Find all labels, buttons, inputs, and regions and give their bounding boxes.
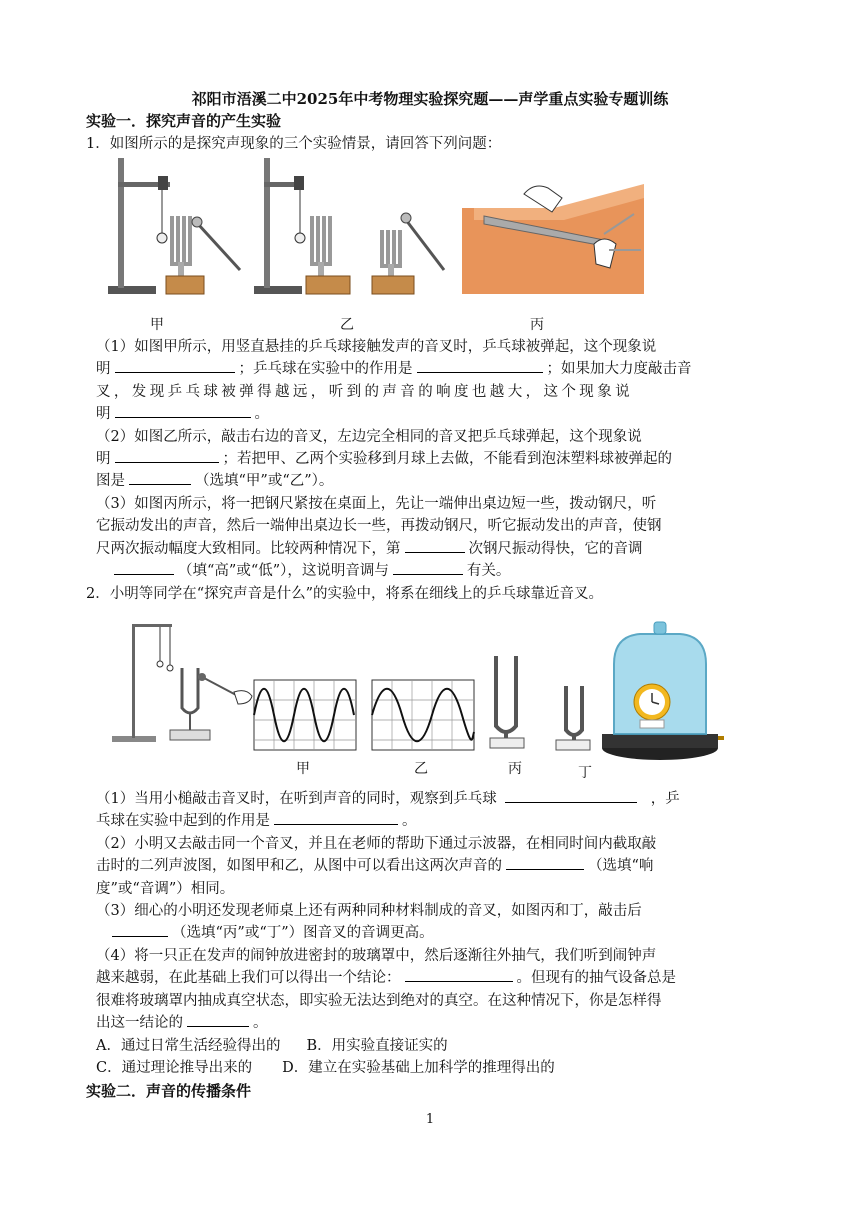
- q1-p1-line1: （1）如图甲所示，用竖直悬挂的乒乓球接触发声的音叉时，乒乓球被弹起，这个现象说: [96, 339, 657, 355]
- fig-yi-apparatus: [254, 158, 444, 294]
- q2-fig-label-ding: 丁: [578, 765, 592, 781]
- q2-figure: [104, 612, 724, 782]
- answer-blank[interactable]: [129, 470, 191, 485]
- text: （选填“丙”或“丁”）图音叉的音调更高。: [172, 925, 434, 941]
- bell-jar-with-alarm-clock: [602, 622, 724, 760]
- text: （1）当用小槌敲击音叉时，在听到声音的同时，观察到乒乓球: [96, 791, 497, 807]
- fig-jia-apparatus: [108, 158, 240, 294]
- text: ；如果加大力度敲击音: [546, 361, 692, 377]
- text: 次钢尺振动得快，它的音调: [468, 541, 643, 557]
- q2-p4-line4: [96, 1012, 788, 1034]
- text: 出这一结论的: [96, 1015, 183, 1031]
- q1-p3-line1: （3）如图丙所示，将一把钢尺紧按在桌面上，先让一端伸出桌边短一些，拨动钢尺，听: [96, 496, 657, 512]
- option-c[interactable]: C．通过理论推导出来的: [96, 1060, 253, 1076]
- q2-p1-line2: [96, 810, 788, 832]
- option-d[interactable]: D．建立在实验基础上加科学的推理得出的: [282, 1060, 555, 1076]
- q1-p3-line2: 它振动发出的声音，然后一端伸出桌边长一些，再拨动钢尺，听它振动发出的声音，使钢: [96, 518, 662, 534]
- text: 。但现有的抽气设备总是: [516, 970, 676, 986]
- answer-blank[interactable]: [505, 788, 637, 803]
- answer-blank[interactable]: [506, 855, 584, 870]
- q1-p2-line2: [96, 448, 788, 470]
- q2-fig-label-yi: 乙: [414, 761, 428, 777]
- text: ；若把甲、乙两个实验移到月球上去做，不能看到泡沫塑料球被弹起的: [222, 451, 672, 467]
- answer-blank[interactable]: [274, 810, 398, 825]
- q2-stem: 2．小明等同学在“探究声音是什么”的实验中，将系在细线上的乒乓球靠近音叉。: [86, 586, 604, 602]
- text: （选填“响: [588, 858, 654, 874]
- text: 明: [96, 406, 111, 422]
- oscilloscope-wave-jia: [254, 680, 356, 750]
- option-a[interactable]: A．通过日常生活经验得出的: [96, 1038, 281, 1054]
- answer-blank[interactable]: [115, 403, 251, 418]
- q1-p1-line4: [96, 403, 788, 425]
- q2-p3-line1: （3）细心的小明还发现老师桌上还有两种同种材料制成的音叉，如图丙和丁，敲击后: [96, 903, 642, 919]
- text: 。: [402, 813, 417, 829]
- q2-p2-line2: [96, 855, 788, 877]
- text: 。: [254, 406, 269, 422]
- q1-p1-line2: [96, 358, 788, 380]
- q1-figure: [104, 154, 644, 334]
- section-heading-1: 实验一．探究声音的产生实验: [86, 112, 282, 130]
- answer-blank[interactable]: [112, 922, 168, 937]
- option-b[interactable]: B．用实验直接证实的: [306, 1038, 448, 1054]
- section-heading-2: 实验二．声音的传播条件: [86, 1082, 252, 1100]
- q1-p3-line4: [96, 560, 788, 582]
- q2-p4-line1: （4）将一只正在发声的闹钟放进密封的玻璃罩中，然后逐渐往外抽气，我们听到闹钟声: [96, 948, 657, 964]
- text: 尺两次振动幅度大致相同。比较两种情况下，第: [96, 541, 401, 557]
- answer-blank[interactable]: [187, 1012, 249, 1027]
- tuning-fork-ding: [556, 686, 590, 750]
- q1-fig-label-bing: 丙: [530, 317, 544, 333]
- q2-p4-line3: 很难将玻璃罩内抽成真空状态，即实验无法达到绝对的真空。在这种情况下，你是怎样得: [96, 993, 662, 1009]
- tuning-fork-bing: [490, 656, 524, 748]
- text: ，乒: [650, 791, 680, 807]
- answer-blank[interactable]: [393, 560, 463, 575]
- text: 越来越弱，在此基础上我们可以得出一个结论：: [96, 970, 401, 986]
- text: 击时的二列声波图，如图甲和乙，从图中可以看出这两次声音的: [96, 858, 502, 874]
- page-number: 1: [425, 1112, 435, 1127]
- fig2-tuning-fork-stand: [112, 624, 252, 742]
- q2-p1-line1: [96, 788, 788, 810]
- text: 乓球在实验中起到的作用是: [96, 813, 270, 829]
- q2-fig-label-bing: 丙: [508, 761, 522, 777]
- answer-blank[interactable]: [115, 448, 219, 463]
- answer-blank[interactable]: [114, 560, 174, 575]
- oscilloscope-wave-yi: [372, 680, 474, 750]
- q2-p4-line2: [96, 967, 788, 989]
- text: 有关。: [466, 563, 511, 579]
- fig-bing-apparatus: [462, 184, 644, 294]
- q1-p1-line3: 叉，发现乒乓球被弹得越远，听到的声音的响度也越大，这个现象说: [96, 384, 633, 400]
- q1-fig-label-yi: 乙: [340, 317, 354, 333]
- q1-p2-line1: （2）如图乙所示，敲击右边的音叉，左边完全相同的音叉把乒乓球弹起，这个现象说: [96, 429, 642, 445]
- page-title: 祁阳市浯溪二中2025年中考物理实验探究题——声学重点实验专题训练: [191, 90, 669, 108]
- q2-p2-line3: 度”或“音调”）相同。: [96, 881, 235, 897]
- q2-p3-line2: [96, 922, 788, 944]
- q1-p3-line3: [96, 538, 788, 560]
- answer-blank[interactable]: [417, 358, 543, 373]
- answer-blank[interactable]: [405, 967, 513, 982]
- q2-options-ab: [96, 1035, 788, 1057]
- text: ；乒乓球在实验中的作用是: [238, 361, 413, 377]
- answer-blank[interactable]: [405, 538, 465, 553]
- q2-p2-line1: （2）小明又去敲击同一个音叉，并且在老师的帮助下通过示波器，在相同时间内截取敲: [96, 836, 657, 852]
- text: （选填“甲”或“乙”）。: [195, 473, 334, 489]
- q2-options-cd: [96, 1057, 788, 1079]
- q1-p2-line3: [96, 470, 788, 492]
- text: 明: [96, 451, 111, 467]
- answer-blank[interactable]: [115, 358, 235, 373]
- text: 明: [96, 361, 111, 377]
- text: （填“高”或“低”），这说明音调与: [178, 563, 389, 579]
- text: 。: [253, 1015, 268, 1031]
- q2-fig-label-jia: 甲: [296, 761, 310, 777]
- q1-fig-label-jia: 甲: [150, 317, 164, 333]
- text: 图是: [96, 473, 125, 489]
- q1-stem: 1．如图所示的是探究声现象的三个实验情景，请回答下列问题：: [86, 136, 502, 152]
